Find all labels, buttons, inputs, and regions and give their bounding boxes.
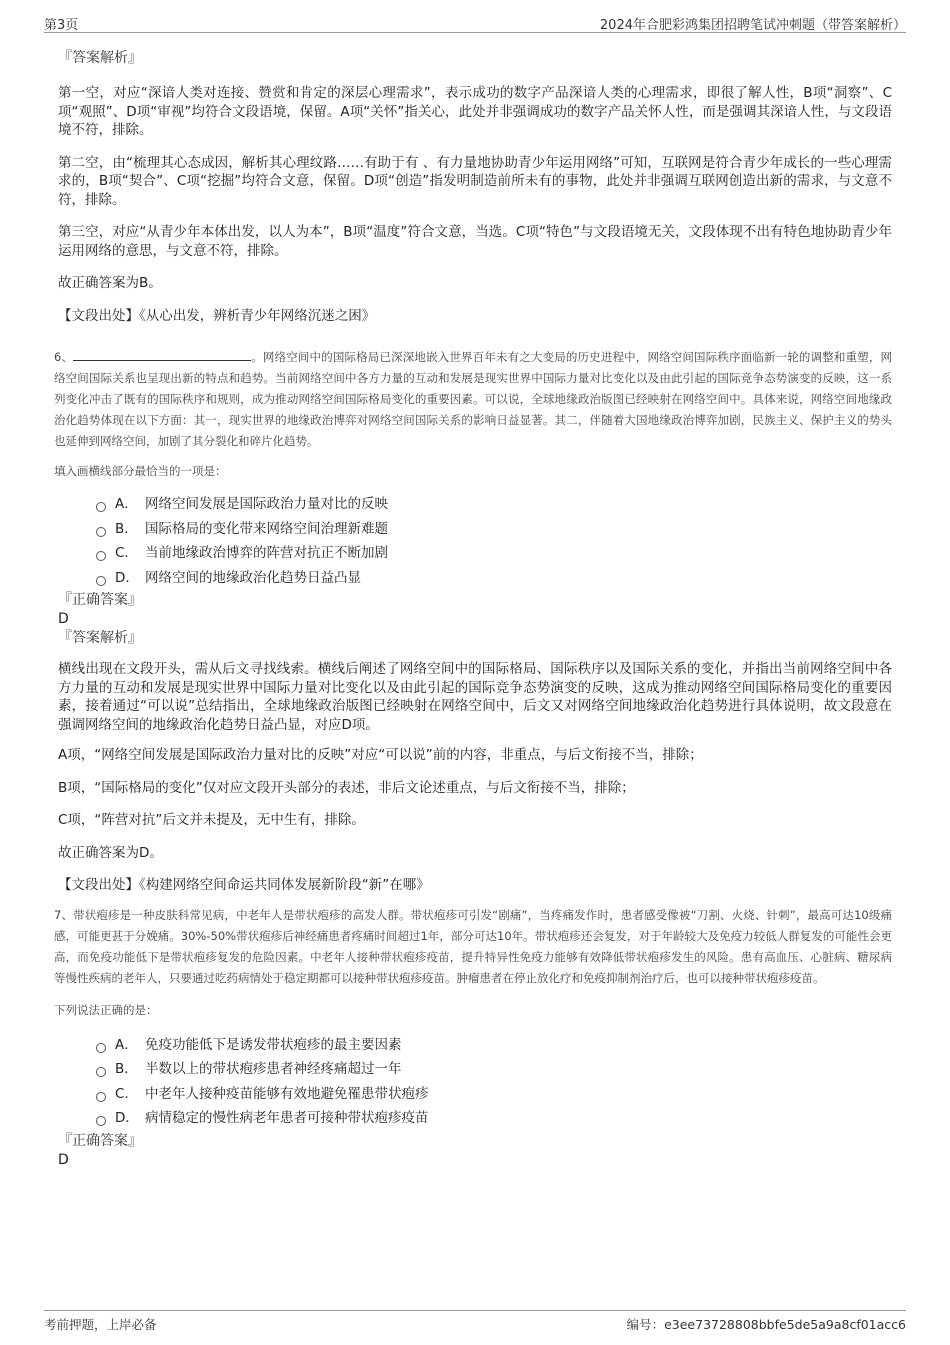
source-label: 【文段出处】 <box>58 877 139 893</box>
page-footer <box>44 1310 906 1333</box>
question-text: 。网络空间中的国际格局已深深地嵌入世界百年未有之大变局的历史进程中，网络空间国际秩序面临新一轮的调整和重塑，网络空间国际关系也呈现出新的特点和趋势。当前网络空间中各方力量的互动和发展是现实世界中国际力量对比变化以及由此引起的国际竞争态势演变的反映，这一系列变化冲击了既有的国际秩序和规则，成为推动网络空间国际格局变化的重要因素。可以说，全球地缘政治版图已经映射在网络空间中。具体来说，网络空间地缘政治化趋势体现在以下方面：其一，现实世界的地缘政治博弈对网络空间国际关系的影响日益显著。其二，伴随着大国地缘政治博弈加剧，民族主义、保护主义的势头也延伸到网络空间，加剧了其分裂化和碎片化趋势。 <box>54 350 892 448</box>
analysis-paragraph: C项，“阵营对抗”后文并未提及，无中生有，排除。 <box>58 812 365 828</box>
option-a[interactable]: A． 免疫功能低下是诱发带状疱疹的最主要因素 <box>96 1033 892 1058</box>
question-text: 带状疱疹是一种皮肤科常见病，中老年人是带状疱疹的高发人群。带状疱疹可引发“剧痛”，当疼痛发作时，患者感受像被“刀割、火烧、针刺”，最高可达10级痛感，可能更甚于分娩痛。30%-50%带状疱疹后神经痛患者疼痛时间超过1年，部分可达10年。带状疱疹还会复发，对于年龄较大及免疫力较低人群复发的可能性会更高，而免疫功能低下是带状疱疹复发的危险因素。中老年人接种带状疱疹疫苗，提升特异性免疫力能够有效降低带状疱疹发生的风险。患有高血压、心脏病、糖尿病等慢性疾病的老年人，只要通过吃药病情处于稳定期都可以接种带状疱疹疫苗。肿瘤患者在停止放化疗和免疫抑制剂治疗后，也可以接种带状疱疹疫苗。 <box>54 907 892 985</box>
radio-icon[interactable] <box>96 1067 106 1077</box>
source-title: 《从心出发，辨析青少年网络沉迷之困》 <box>139 307 376 324</box>
radio-icon[interactable] <box>96 1092 106 1102</box>
document-id: 编号：e3ee73728808bbfe5de5a9a8cf01acc6 <box>626 1317 906 1332</box>
option-d[interactable]: D． 病情稳定的慢性病老年患者可接种带状疱疹疫苗 <box>96 1106 892 1131</box>
option-d[interactable]: D． 网络空间的地缘政治化趋势日益凸显 <box>96 566 892 591</box>
question-number: 7、 <box>54 907 74 922</box>
correct-answer-value: D <box>58 611 69 627</box>
analysis-paragraph: B项，“国际格局的变化”仅对应文段开头部分的表述，非后文论述重点，与后文衔接不当，排除； <box>58 779 635 796</box>
correct-answer-label: 『正确答案』 <box>58 1132 142 1149</box>
document-title: 2024年合肥彩鸿集团招聘笔试冲刺题（带答案解析） <box>599 18 906 33</box>
analysis-paragraph: 横线出现在文段开头，需从后文寻找线索。横线后阐述了网络空间中的国际格局、国际秩序以及国际关系的变化，并指出当前网络空间中各方力量的互动和发展是现实世界中国际力量对比变化以及由此引起的国际竞争态势演变的反映，这成为推动网络空间国际格局变化的重要因素，接着通过“可以说”总结指出，全球地缘政治版图已经映射在网络空间中，后文又对网络空间地缘政治化趋势进行具体说明，故文段意在强调网络空间的地缘政治化趋势日益凸显，对应D项。 <box>58 661 892 733</box>
option-list <box>96 1033 892 1131</box>
correct-answer-value: D <box>58 1151 69 1168</box>
analysis-paragraph: 第一空，对应“深谙人类对连接、赞赏和肯定的深层心理需求”，表示成功的数字产品深谙人类的心理需求，即很了解人性，B项“洞察”、C项“观照”、D项“审视”均符合文段语境，保留。A项“关怀”指关心，此处并非强调成功的数字产品关怀人性，而是强调其深谙人性，与文段语境不符，排除。 <box>58 85 892 138</box>
option-list <box>96 492 892 590</box>
analysis-conclusion: 故正确答案为B。 <box>58 275 162 291</box>
correct-answer-label: 『正确答案』 <box>58 592 142 608</box>
option-a[interactable]: A． 网络空间发展是国际政治力量对比的反映 <box>96 492 892 517</box>
source-line <box>58 307 892 326</box>
radio-icon[interactable] <box>96 551 106 561</box>
analysis-label: 『答案解析』 <box>58 50 142 66</box>
question-instruction: 填入画横线部分最恰当的一项是： <box>54 464 227 478</box>
radio-icon[interactable] <box>96 576 106 586</box>
source-line <box>58 876 892 895</box>
analysis-conclusion: 故正确答案为D。 <box>58 844 163 861</box>
question-7 <box>54 905 892 989</box>
source-label: 【文段出处】 <box>58 307 139 324</box>
source-title: 《构建网络空间命运共同体发展新阶段“新”在哪》 <box>139 877 430 893</box>
analysis-paragraph: A项，“网络空间发展是国际政治力量对比的反映”对应“可以说”前的内容，非重点，与后文衔接不当，排除； <box>58 747 703 763</box>
radio-icon[interactable] <box>96 1116 106 1126</box>
question-instruction: 下列说法正确的是： <box>54 1002 158 1017</box>
option-c[interactable]: C． 中老年人接种疫苗能够有效地避免罹患带状疱疹 <box>96 1082 892 1107</box>
question-number: 6、 <box>54 350 74 364</box>
radio-icon[interactable] <box>96 502 106 512</box>
document-content <box>54 44 892 1169</box>
fill-blank <box>73 349 251 361</box>
option-c[interactable]: C． 当前地缘政治博弈的阵营对抗正不断加剧 <box>96 541 892 566</box>
question-6 <box>54 347 892 452</box>
page-header <box>44 12 906 33</box>
analysis-label: 『答案解析』 <box>58 630 142 646</box>
radio-icon[interactable] <box>96 1043 106 1053</box>
footer-slogan: 考前押题，上岸必备 <box>44 1317 157 1332</box>
option-b[interactable]: B． 国际格局的变化带来网络空间治理新难题 <box>96 517 892 542</box>
option-b[interactable]: B． 半数以上的带状疱疹患者神经疼痛超过一年 <box>96 1057 892 1082</box>
analysis-paragraph: 第二空，由“梳理其心态成因，解析其心理纹路……有助于有 、有力量地协助青少年运用网络”可知，互联网是符合青少年成长的一些心理需求的，B项“契合”、C项“挖掘”均符合文意，保留。D项“创造”指发明制造前所未有的事物，此处并非强调互联网创造出新的需求，与文意不符，排除。 <box>58 154 892 208</box>
radio-icon[interactable] <box>96 527 106 537</box>
analysis-paragraph: 第三空，对应“从青少年本体出发，以人为本”，B项“温度”符合文意，当选。C项“特色”与文段语境无关，文段体现不出有特色地协助青少年运用网络的意思，与文意不符，排除。 <box>58 224 892 259</box>
page-number: 第3页 <box>44 18 79 33</box>
